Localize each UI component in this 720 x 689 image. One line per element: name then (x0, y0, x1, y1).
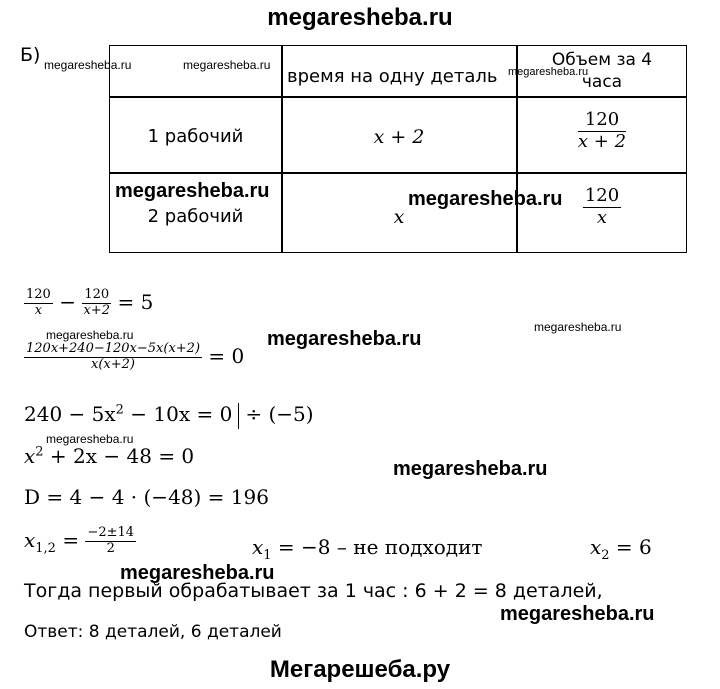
site-header: megaresheba.ru (267, 4, 453, 31)
row2-time: x (393, 206, 405, 228)
watermark: megaresheba.ru (408, 188, 563, 210)
watermark: megaresheba.ru (500, 603, 655, 625)
conclusion-line: Тогда первый обрабатывает за 1 час : 6 + 2 = 8 деталей, (24, 580, 603, 602)
equation-2: $\frac{120x+240-120x-5x(x+2)}{x(x+2)}$ = 0 (26, 341, 245, 372)
answer-line: Ответ: 8 деталей, 6 деталей (24, 622, 282, 642)
table-hline-2 (110, 172, 686, 174)
row2-volume: $\frac{120}{x}$ (584, 185, 620, 228)
watermark: megaresheba.ru (46, 432, 134, 446)
watermark: megaresheba.ru (115, 180, 270, 202)
table-hline-1 (110, 96, 686, 98)
watermark: megaresheba.ru (120, 562, 275, 584)
equation-3: $240 - 5x^2 - 10x = 0 \div (-5)$ (24, 402, 314, 429)
table-head-time: время на одну деталь (287, 66, 498, 87)
row1-label: 1 рабочий (147, 126, 244, 147)
table-head-volume: Объем за 4 часа (551, 50, 653, 92)
equation-6-x2: $x_2 = 6$ (590, 535, 652, 563)
data-table (109, 45, 687, 253)
site-footer: Мегарешеба.ру (269, 656, 451, 683)
watermark: megaresheba.ru (44, 58, 132, 72)
equation-6-roots-formula: $x_{1,2}$ = $\frac{-2\pm 14}{2}$ (24, 525, 135, 556)
divider-bar (238, 403, 239, 429)
watermark: megaresheba.ru (267, 328, 422, 350)
watermark: megaresheba.ru (46, 328, 134, 342)
part-label: Б) (20, 44, 41, 66)
equation-5: D = 4 − 4 · (−48) = 196 (24, 485, 269, 509)
row2-label: 2 рабочий (147, 206, 244, 227)
equation-6-x1: $x_1 = -8$ – не подходит (252, 535, 483, 563)
row1-time: x + 2 (373, 126, 425, 148)
equation-1: $\frac{120}{x}$ − $\frac{120}{x+2}$ = 5 (26, 287, 154, 318)
equation-4: $x^2 + 2x - 48 = 0$ (24, 444, 195, 468)
row1-volume: $\frac{120}{x + 2}$ (577, 109, 627, 152)
watermark: megaresheba.ru (393, 458, 548, 480)
watermark: megaresheba.ru (534, 320, 622, 334)
watermark: megaresheba.ru (183, 58, 271, 72)
watermark: megaresheba.ru (508, 66, 589, 78)
